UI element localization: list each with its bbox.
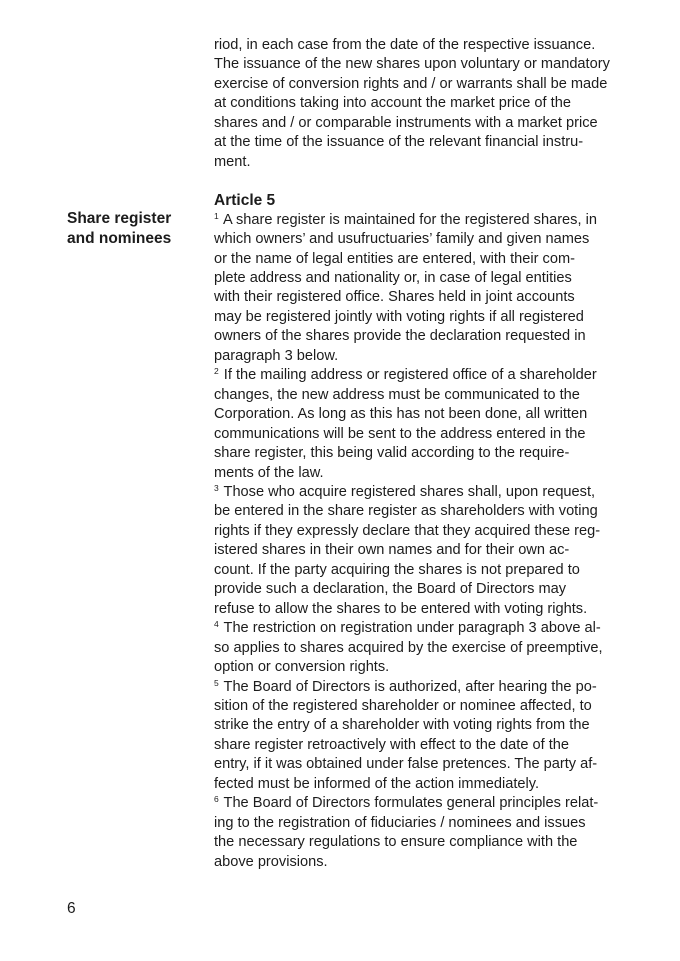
text-line-content: If the mailing address or registered office of a shareholder [223, 367, 597, 384]
text-line: count. If the party acquiring the shares is not prepared to [214, 561, 580, 578]
text-line: exercise of conversion rights and / or warrants shall be made [214, 75, 608, 92]
text-line: strike the entry of a shareholder with voting rights from the [214, 717, 590, 734]
text-line: with their registered office. Shares held in joint accounts [214, 289, 575, 306]
text-line: entry, if it was obtained under false pretences. The party af- [214, 756, 598, 773]
text-line [214, 211, 624, 230]
text-line: be entered in the share register as shareholders with voting [214, 503, 598, 520]
text-line: above provisions. [214, 853, 328, 870]
text-line: fected must be informed of the action immediately. [214, 775, 540, 792]
margin-note-line: Share register [67, 210, 172, 227]
text-line: provide such a declaration, the Board of Directors may [214, 581, 567, 598]
paragraph-number: 4 [214, 619, 219, 630]
body-text-column [214, 36, 624, 872]
text-line: may be registered jointly with voting rights if all registered [214, 308, 584, 325]
text-line [214, 366, 624, 385]
paragraph-number: 5 [214, 677, 219, 688]
text-line: changes, the new address must be communicated to the [214, 386, 580, 403]
text-line: option or conversion rights. [214, 659, 390, 676]
text-line: share register, this being valid according to the require- [214, 445, 570, 462]
paragraph-number: 3 [214, 483, 219, 494]
text-line: share register retroactively with effect to the date of the [214, 736, 570, 753]
paragraph-gap [214, 172, 624, 191]
text-line: owners of the shares provide the declaration requested in [214, 328, 586, 345]
text-line [214, 794, 624, 813]
paragraph-1 [214, 211, 624, 367]
paragraph-number: 6 [214, 794, 219, 805]
text-line: riod, in each case from the date of the respective issuance. [214, 37, 596, 53]
text-line: the necessary regulations to ensure compliance with the [214, 834, 578, 851]
text-line: The issuance of the new shares upon voluntary or mandatory [214, 56, 610, 73]
intro-paragraph [214, 36, 624, 172]
paragraph-3 [214, 483, 624, 619]
text-line: shares and / or comparable instruments with a market price [214, 114, 598, 131]
text-line: at conditions taking into account the market price of the [214, 95, 571, 112]
paragraph-4 [214, 619, 624, 677]
text-line: so applies to shares acquired by the exercise of preemptive, [214, 639, 603, 656]
text-line: ments of the law. [214, 464, 324, 481]
text-line: paragraph 3 below. [214, 347, 339, 364]
margin-note [67, 209, 207, 248]
text-line-content: The restriction on registration under paragraph 3 above al- [223, 620, 601, 637]
text-line: ment. [214, 153, 251, 170]
text-line: or the name of legal entities are entered, with their com- [214, 250, 575, 267]
page-number: 6 [67, 900, 76, 917]
text-line [214, 678, 624, 697]
text-line-content: A share register is maintained for the registered shares, in [222, 211, 597, 228]
text-line [214, 619, 624, 638]
text-line-content: The Board of Directors formulates general principles relat- [223, 795, 599, 812]
text-line: rights if they expressly declare that they acquired these reg- [214, 522, 601, 539]
paragraph-5 [214, 678, 624, 795]
text-line: refuse to allow the shares to be entered with voting rights. [214, 600, 588, 617]
text-line: istered shares in their own names and for their own ac- [214, 542, 570, 559]
text-line: at the time of the issuance of the relevant financial instru- [214, 134, 584, 151]
paragraph-6 [214, 794, 624, 872]
text-line-content: The Board of Directors is authorized, after hearing the po- [223, 678, 597, 695]
paragraph-2 [214, 366, 624, 483]
text-line: which owners’ and usufructuaries’ family and given names [214, 231, 590, 248]
text-line: sition of the registered shareholder or nominee affected, to [214, 698, 592, 714]
text-line: communications will be sent to the address entered in the [214, 425, 586, 442]
paragraph-number: 1 [214, 210, 219, 221]
text-line: plete address and nationality or, in case of legal entities [214, 270, 572, 287]
text-line: ing to the registration of fiduciaries / nominees and issues [214, 814, 586, 831]
article-heading: Article 5 [214, 192, 276, 210]
paragraph-number: 2 [214, 366, 219, 377]
text-line: Corporation. As long as this has not been done, all written [214, 406, 588, 423]
text-line-content: Those who acquire registered shares shall, upon request, [223, 484, 596, 501]
text-line [214, 483, 624, 502]
margin-note-line: and nominees [67, 229, 172, 247]
